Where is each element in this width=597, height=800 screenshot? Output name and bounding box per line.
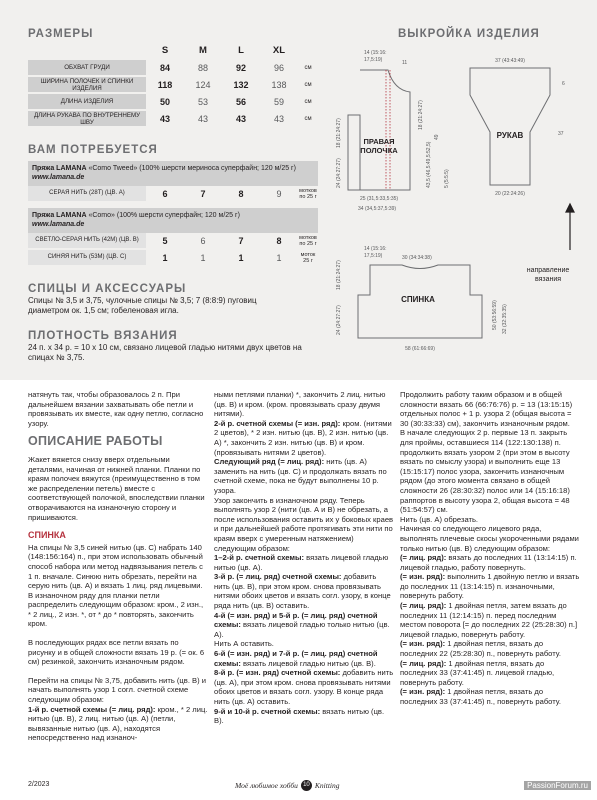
front-side-49: 49 [434, 134, 440, 140]
paragraph: 2-й р. счетной схемы (= изн. ряд): кром. (нитями 2 цветов), * 2 изн. нитью (цв. В), 2 изн. нитью (цв. А) *, закончить 2 изн. нитью (цв. В) и кром. (провязывать нитями 2 цветов). [214, 418, 392, 457]
back-left-h1: 18 (21:24:27) [336, 260, 342, 290]
yarn-qty: 6 [162, 188, 168, 199]
column-1 [28, 390, 208, 752]
paragraph: Следующий ряд (= лиц. ряд): нить (цв. А) заменить на нить (цв. С) и продолжать вязать по счетной схеме, пока не будут выполнены 10 р. узора. [214, 457, 387, 495]
column-2 [214, 390, 394, 726]
row-label: ДЛИНА ИЗДЕЛИЯ [28, 93, 146, 110]
section-title: ОПИСАНИЕ РАБОТЫ [28, 434, 163, 449]
magazine-name: Моё любимое хобби [235, 781, 298, 790]
paragraph: Продолжить работу таким образом и в общей сложности вязать 66 (66:76:76) р. = 13 (13:15:15) отдельных полос + 1 р. узора 2 (общая высота = 30 (30:33:33) см), закончить изнаночным рядом. [400, 390, 573, 428]
yarn-brand: Пряжа LAMANA [32, 165, 87, 172]
gauge-text: 24 п. х 34 р. = 10 х 10 см, связано лицевой гладью нитями двух цветов на спицах № 3,75. [28, 343, 302, 362]
paragraph: (= изн. ряд): 1 двойная петля, вязать до последних 33 (37:41:45) п., повернуть работу. [400, 687, 561, 706]
yarn-qty: 1 [238, 252, 244, 263]
paragraph: (= изн. ряд): выполнить 1 двойную петлю и вязать до последних 11 (13:14:15) п. изнаночными, повернуть работу. [400, 572, 580, 601]
back-neck: 30 (34:34:38) [402, 255, 432, 261]
size-s: S [146, 42, 184, 59]
yarn-qty: 9 [276, 188, 282, 199]
paragraph: 3-й р. (= лиц. ряд) счетной схемы: добавить нить (цв. В), при этом кром. снова провязывать нитями обоих цветов и вязать согл. узору, в конце ряда нить (цв. В) оставить. [214, 572, 391, 611]
watermark: PassionForum.ru [524, 781, 591, 790]
back-right-h: 50 (53:56:59) [492, 300, 498, 330]
yarn-website: www.lamana.de [32, 174, 85, 181]
pattern-svg [330, 40, 590, 370]
needles-title: СПИЦЫ И АКСЕССУАРЫ [28, 283, 187, 295]
yarn-qty: 7 [200, 188, 206, 199]
paragraph: Начиная со следующего лицевого ряда, выполнять плечевые скосы укороченными рядами только нитью (цв. В) следующим образом: [400, 524, 579, 553]
column-3 [400, 390, 580, 707]
yarn-qty: 7 [238, 235, 244, 246]
unit-cell: см [298, 76, 318, 93]
needles-text: Спицы № 3,5 и 3,75, чулочные спицы № 3,5; 7 (8:8:9) пуговиц диаметром ок. 1,5 см; гобеленовая игла. [28, 296, 257, 315]
paragraph: В начале следующих 2 р. первые 13 п. закрыть для проймы, оставшиеся 114 (122:130:138) п. продолжить вязать узором 2 (при этом в высоту вязать по смыслу узора) и выполнить еще 13 (15:15:17) полос узора, закончить изнаночным рядом (до этого момента связано в общей сложности 26 (28:30:32) полос или 14 (15:16:18) раппортов в высоту узора 2, общая высота = 48 (51:54:57) см. [400, 428, 570, 515]
row-label: ОБХВАТ ГРУДИ [28, 59, 146, 76]
front-top-width: 14 (15:16: [364, 50, 387, 56]
yarn-brand: Пряжа LAMANA [32, 212, 87, 219]
sleeve-label: РУКАВ [496, 131, 524, 140]
row-label: ДЛИНА РУКАВА ПО ВНУТРЕННЕМУ ШВУ [28, 110, 146, 127]
value-cell: 53 [184, 93, 222, 110]
back-paragraph: 1-й р. счетной схемы (= лиц. ряд): кром., * 2 лиц. нитью (цв. В), 2 лиц. нитью (цв. А) (петли, вывязанные нитью (цв. А), находятся непосредственно над изнаноч- [28, 704, 208, 743]
row-label: ШИРИНА ПОЛОЧЕК И СПИНКИ ИЗДЕЛИЯ [28, 76, 146, 93]
value-cell: 88 [184, 59, 222, 76]
issue-number: 2/2023 [28, 781, 50, 788]
value-cell: 43 [184, 110, 222, 127]
back-left-h2: 24 (24:27:27) [336, 305, 342, 335]
sizes-row [28, 76, 318, 93]
gauge-title: ПЛОТНОСТЬ ВЯЗАНИЯ [28, 330, 178, 342]
sleeve-h2: 37 [558, 131, 564, 137]
back-right-h2: 32 (32:35:35) [502, 304, 508, 334]
front-neck: 11 [402, 60, 408, 66]
magazine-footer [235, 780, 340, 791]
paragraph: Нить (цв. А) обрезать. [400, 514, 479, 524]
paragraph: 8-й р. (= изн. ряд) счетной схемы: добавить нить (цв. А), при этом кром. снова провязывать нитями обоих цветов и вязать согл. узору. В конце ряда нить (цв. А) оставить. [214, 668, 394, 706]
direction-label-1: направление [526, 267, 570, 274]
front-bottom-a: 25 (31,5:33,5:35) [360, 196, 399, 202]
value-cell: 59 [260, 93, 298, 110]
yarn-description: «Como Tweed» (100% шерсти мериноса суперфайн; 120 м/25 г) [86, 165, 296, 172]
sleeve-h1: 6 [562, 81, 565, 87]
yarn-row [28, 233, 318, 250]
sizes-header-row [28, 42, 318, 59]
paragraph: 6-й (= изн. ряд) и 7-й р. (= лиц. ряд) счетной схемы: вязать лицевой гладью нитью (цв. В). [214, 649, 378, 668]
yarn-group-1 [28, 161, 318, 203]
paragraph: Узор закончить в изнаночном ряду. Теперь выполнять узор 2 (нити (цв. А и В) не обрезать, а после использования оставить их у боковых краев и при дальнейшей работе протягивать эти нити по краям вверх с умеренным натяжением) следующим образом: [214, 495, 394, 553]
yarn-unit: моток 25 г [300, 251, 316, 264]
value-cell: 132 [222, 76, 260, 93]
front-side-5: 5 (5:5:5) [444, 169, 450, 188]
back-paragraph: Перейти на спицы № 3,75, добавить нить (цв. В) и начать выполнять узор 1 согл. счетной схеме следующим образом: [28, 675, 206, 705]
paragraph: ными петлями планки) *, закончить 2 лиц. нитью (цв. В) и кром. (кром. провязывать сразу двумя нитями). [214, 390, 386, 419]
back-title: СПИНКА [28, 530, 66, 541]
back-paragraph: На спицы № 3,5 синей нитью (цв. С) набрать 140 (148:156:164) п., при этом использовать обычный способ набора или метод надвязывания петель с 1 п. вначале. Синюю нить обрезать, перейти на серую нить (цв. А) и вязать 1 лиц. ряд лицевыми. В изнаночном ряду для планки петли распределить следующим образом: кром., 2 изн., * 2 лиц., 2 изн. *, от * до * повторять, закончить кром. [28, 542, 204, 629]
page-number: 10 [301, 780, 312, 791]
intro-text: натянуть так, чтобы образовалось 2 п. При дальнейшем вязании захватывать обе петли и провязывать их вместе, как одну петлю, согласно узору. [28, 390, 204, 428]
back-label: СПИНКА [401, 295, 435, 304]
yarn-qty: 1 [276, 252, 282, 263]
front-top-width-2: 17,5:19) [364, 57, 383, 63]
front-label-2: ПОЛОЧКА [360, 146, 398, 155]
yarn-qty: 6 [200, 235, 206, 246]
yarn-row [28, 250, 318, 267]
unit-cell: см [298, 59, 318, 76]
size-l: L [222, 42, 260, 59]
yarn-title: ВАМ ПОТРЕБУЕТСЯ [28, 144, 158, 156]
front-label-1: ПРАВАЯ [363, 137, 395, 146]
front-bottom-b: 34 (34,5:37,5:39) [358, 206, 397, 212]
yarn-unit: мотков по 25 г [299, 234, 317, 247]
sizes-table [28, 42, 318, 128]
paragraph: 1–2-й р. счетной схемы: вязать лицевой гладью нитью (цв. А). [214, 553, 389, 572]
front-left-h1: 18 (21:24:27) [336, 118, 342, 148]
direction-label-2: вязания [534, 276, 562, 283]
paragraph: (= изн. ряд): 1 двойная петля, вязать до последних 22 (25:28:30) п., повернуть работу. [400, 639, 561, 659]
sizes-title: РАЗМЕРЫ [28, 28, 94, 40]
value-cell: 50 [146, 93, 184, 110]
back-top-width: 14 (15:16: [364, 246, 387, 252]
value-cell: 92 [222, 59, 260, 76]
unit-cell: см [298, 110, 318, 127]
yarn-color-label: СИНЯЯ НИТЬ (53M) (ЦВ. C) [28, 250, 146, 265]
value-cell: 43 [260, 110, 298, 127]
yarn-qty: 1 [162, 252, 168, 263]
front-right-h1: 18 (21:24:27) [418, 100, 424, 130]
pattern-title: ВЫКРОЙКА ИЗДЕЛИЯ [398, 28, 540, 40]
yarn-unit: мотков по 25 г [299, 187, 317, 200]
yarn-row [28, 186, 318, 203]
paragraph: (= лиц. ряд): 1 двойная петля, вязать до последних 33 (37:41:45) п. лицевой гладью, повернуть работу. [400, 658, 555, 687]
front-outline [348, 70, 410, 190]
sleeve-outline [470, 68, 550, 185]
value-cell: 56 [222, 93, 260, 110]
yarn-color-label: СЕРАЯ НИТЬ (28T) (ЦВ. A) [28, 186, 146, 201]
size-m: M [184, 42, 222, 59]
yarn-qty: 1 [200, 252, 206, 263]
sizes-row [28, 59, 318, 76]
sleeve-bottom: 20 (22:24:26) [495, 191, 525, 197]
yarn-qty: 8 [276, 235, 282, 246]
back-paragraph: В последующих рядах все петли вязать по рисунку и в общей сложности вязать 19 р. (= ок. 6 см) резинкой, закончить изнаночным рядом. [28, 638, 205, 667]
yarn-qty: 8 [238, 188, 244, 199]
yarn-header [28, 161, 318, 186]
value-cell: 84 [146, 59, 184, 76]
sizes-row [28, 110, 318, 127]
direction-arrow [566, 204, 574, 250]
back-top-width-2: 17,5:19) [364, 253, 383, 259]
paragraph: Нить А оставить. [214, 639, 274, 649]
size-xl: XL [260, 42, 298, 59]
sleeve-top: 37 (43:43:49) [495, 58, 525, 64]
paragraph: 4-й (= изн. ряд) и 5-й р. (= лиц. ряд) счетной схемы: вязать лицевой гладью только нитью (цв. А). [214, 610, 390, 639]
pattern-schematic [330, 40, 590, 370]
back-bottom: 58 (61:66:69) [405, 346, 435, 352]
paragraph: 9-й и 10-й р. счетной схемы: вязать нитью (цв. В). [214, 706, 385, 726]
paragraph: (= лиц. ряд): вязать до последних 11 (13:14:15) п. лицевой гладью, работу повернуть. [400, 553, 577, 572]
section-name: Knitting [314, 781, 340, 790]
yarn-group-2 [28, 208, 318, 267]
value-cell: 138 [260, 76, 298, 93]
front-left-h2: 24 (24:27:27) [336, 158, 342, 188]
yarn-website: www.lamana.de [32, 221, 85, 228]
value-cell: 124 [184, 76, 222, 93]
yarn-description: «Como» (100% шерсти суперфайн; 120 м/25 г) [86, 212, 240, 219]
yarn-header [28, 208, 318, 233]
value-cell: 96 [260, 59, 298, 76]
paragraph: (= лиц. ряд): 1 двойная петля, затем вязать до последних 11 (12:14:15) п. перед последним местом поворота [= до последних 22 (25:28:30) п.] лицевой гладью, повернуть работу. [400, 601, 578, 639]
section-intro: Жакет вяжется снизу вверх отдельными деталями, начиная от нижней планки. Планки по краям полочек вяжутся (преимущественно в том же распределении петель) вместе с соответствующей полочкой, впоследствии планки отворачиваются на изнаночную сторону и пришиваются. [28, 454, 205, 522]
front-right-h2: 43,5 (46,5:49,5:52,5) [426, 141, 432, 188]
unit-cell: см [298, 93, 318, 110]
value-cell: 43 [222, 110, 260, 127]
yarn-color-label: СВЕТЛО-СЕРАЯ НИТЬ (42M) (ЦВ. B) [28, 233, 146, 248]
value-cell: 43 [146, 110, 184, 127]
sizes-row [28, 93, 318, 110]
value-cell: 118 [146, 76, 184, 93]
yarn-qty: 5 [162, 235, 168, 246]
